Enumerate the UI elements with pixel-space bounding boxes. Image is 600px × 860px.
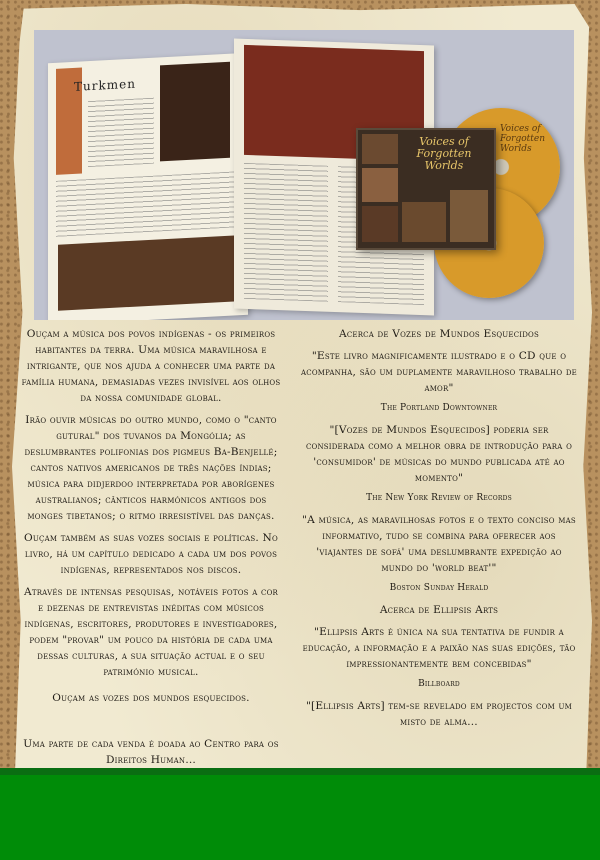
- donation-note: Uma parte de cada venda é doada ao Centro para os Direitos Human…: [23, 738, 279, 766]
- cover-tile: [450, 190, 488, 242]
- review-source: The New York Review of Records: [366, 493, 512, 503]
- music-paragraph: Irão ouvir músicas do outro mundo, como o "canto gutural" dos tuvanos da Mongólia; as deslumbrantes polifonias dos pigmeus Ba-Benjellé; cantos nativos americanos de três nações índias; música para didjerdoo interpretada por aborígenes australianos; cânticos harmónicos antigos dos monges tibetanos; o ritmo irresistível das danças.: [24, 414, 278, 522]
- intro-paragraph: Ouçam a música dos povos indígenas - os primeiros habitantes da terra. Uma música maravilhosa e intrigante, que nos ajuda a conhecer uma parte da família humana, demasiadas vezes invisível aos olhos da nossa comunidade global.: [21, 328, 281, 404]
- cover-tile: [362, 168, 398, 202]
- review-source: The Portland Downtowner: [380, 403, 498, 413]
- cd-cover-title: Voices of Forgotten Worlds: [416, 135, 472, 172]
- right-column: [300, 326, 578, 736]
- cd-case: [356, 128, 496, 250]
- review-source: Billboard: [418, 679, 460, 689]
- review-quote: "Ellipsis Arts é única na sua tentativa de fundir a educação, a informação e a paixão nas suas edições, tão impressionantemente bem concebidas": [302, 626, 576, 670]
- cover-tile: [362, 206, 398, 242]
- booklet-title: Turkmen: [74, 76, 136, 94]
- review-quote: "[Vozes de Mundos Esquecidos] poderia ser considerada como a melhor obra de introdução para o 'consumidor' de músicas do mundo publicada até ao momento": [305, 424, 573, 484]
- booklet-portrait: [160, 62, 230, 162]
- booklet-left-page: [48, 53, 248, 320]
- research-paragraph: Através de intensas pesquisas, notáveis fotos a cor e dezenas de entrevistas inéditas com músicos indígenas, escritores, produtores e investigadores, podem "provar" um pouco da história de cada uma dessas culturas, a sua situação actual e o seu património musical.: [23, 586, 279, 678]
- cover-tile: [362, 134, 398, 164]
- green-footer-bar: [0, 775, 600, 860]
- review-quote: "[Ellipsis Arts] tem-se revelado em projectos com um misto de alma…: [305, 700, 573, 728]
- disc-label: Voices of Forgotten Worlds: [500, 124, 546, 154]
- section-heading-vozes: Acerca de Vozes de Mundos Esquecidos: [338, 328, 539, 340]
- review-quote: "A música, as maravilhosas fotos e o texto conciso mas informativo, tudo se combina para oferecer aos 'viajantes de sofá' uma deslumbrante expedição ao mundo do 'world beat'": [302, 514, 576, 574]
- booklet-text: [56, 171, 236, 236]
- cover-tile: [402, 202, 446, 242]
- left-column: [20, 326, 282, 774]
- booklet-group-photo: [58, 235, 234, 310]
- closing-line: Ouçam as vozes dos mundos esquecidos.: [52, 692, 250, 704]
- product-photo: [34, 30, 574, 320]
- review-quote: "Este livro magnificamente ilustrado e o CD que o acompanha, são um duplamente maravilhoso trabalho de amor": [301, 350, 577, 394]
- booklet-text: [244, 163, 328, 302]
- review-source: Boston Sunday Herald: [389, 583, 489, 593]
- voices-paragraph: Ouçam também as suas vozes sociais e políticas. No livro, há um capítulo dedicado a cada um dos povos indígenas, representados nos discos.: [24, 532, 278, 576]
- booklet-text: [88, 98, 154, 167]
- section-heading-ellipsis: Acerca de Ellipsis Arts: [379, 604, 499, 616]
